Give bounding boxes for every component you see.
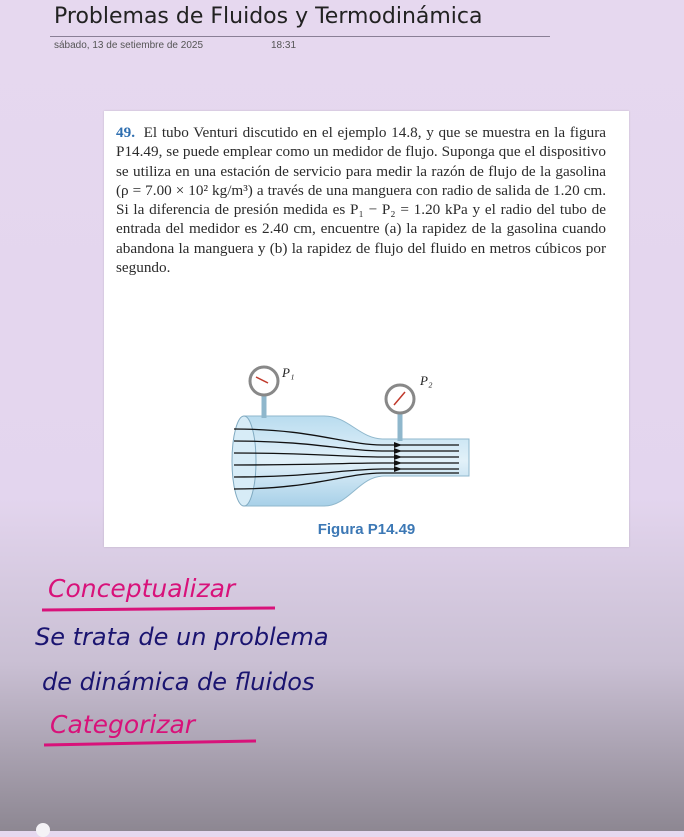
handwritten-heading-categorizar: Categorizar [50,710,196,739]
bottom-handle[interactable] [36,823,50,837]
label-p1: P₁ [282,365,295,380]
note-date: sábado, 13 de setiembre de 2025 [54,40,203,51]
handwritten-line-2: de dinámica de fluidos [42,668,315,696]
title-underline [50,36,550,37]
problem-text: El tubo Venturi discutido en el ejemplo 14.8, y que se muestra en la figura P14.49, se puede emplear como un medidor de flujo. Suponga que el dispositivo se utiliza en una estación de servicio para medir la razón de flujo de la gasolina (ρ = 7.00 × 10² kg/m³) a través de una manguera con radio de salida de 1.20 cm. Si la diferencia de presión medida es P₁ − P₂ = 1.20 kPa y el radio del tubo de entrada del medidor es 2.40 cm, encuentre (a) la rapidez de la gasolina cuando abandona la manguera y (b) la rapidez de flujo del fluido en metros cúbicos por segundo. [116,124,606,277]
note-time: 18:31 [271,40,297,51]
problem-card [104,111,629,547]
heading1-underline [42,608,275,610]
note-meta [54,40,297,51]
handwritten-heading-conceptualizar: Conceptualizar [48,574,236,603]
problem-text-block [116,123,606,277]
handwritten-notes[interactable] [30,565,550,765]
note-title[interactable]: Problemas de Fluidos y Termodinámica [54,4,483,29]
problem-number: 49. [116,124,135,141]
figure-caption: Figura P14.49 [317,521,416,538]
venturi-figure [224,361,474,511]
handwritten-line-1: Se trata de un problema [35,623,329,651]
heading2-underline [44,741,256,745]
label-p2: P₂ [420,373,433,388]
venturi-tube [244,416,469,506]
